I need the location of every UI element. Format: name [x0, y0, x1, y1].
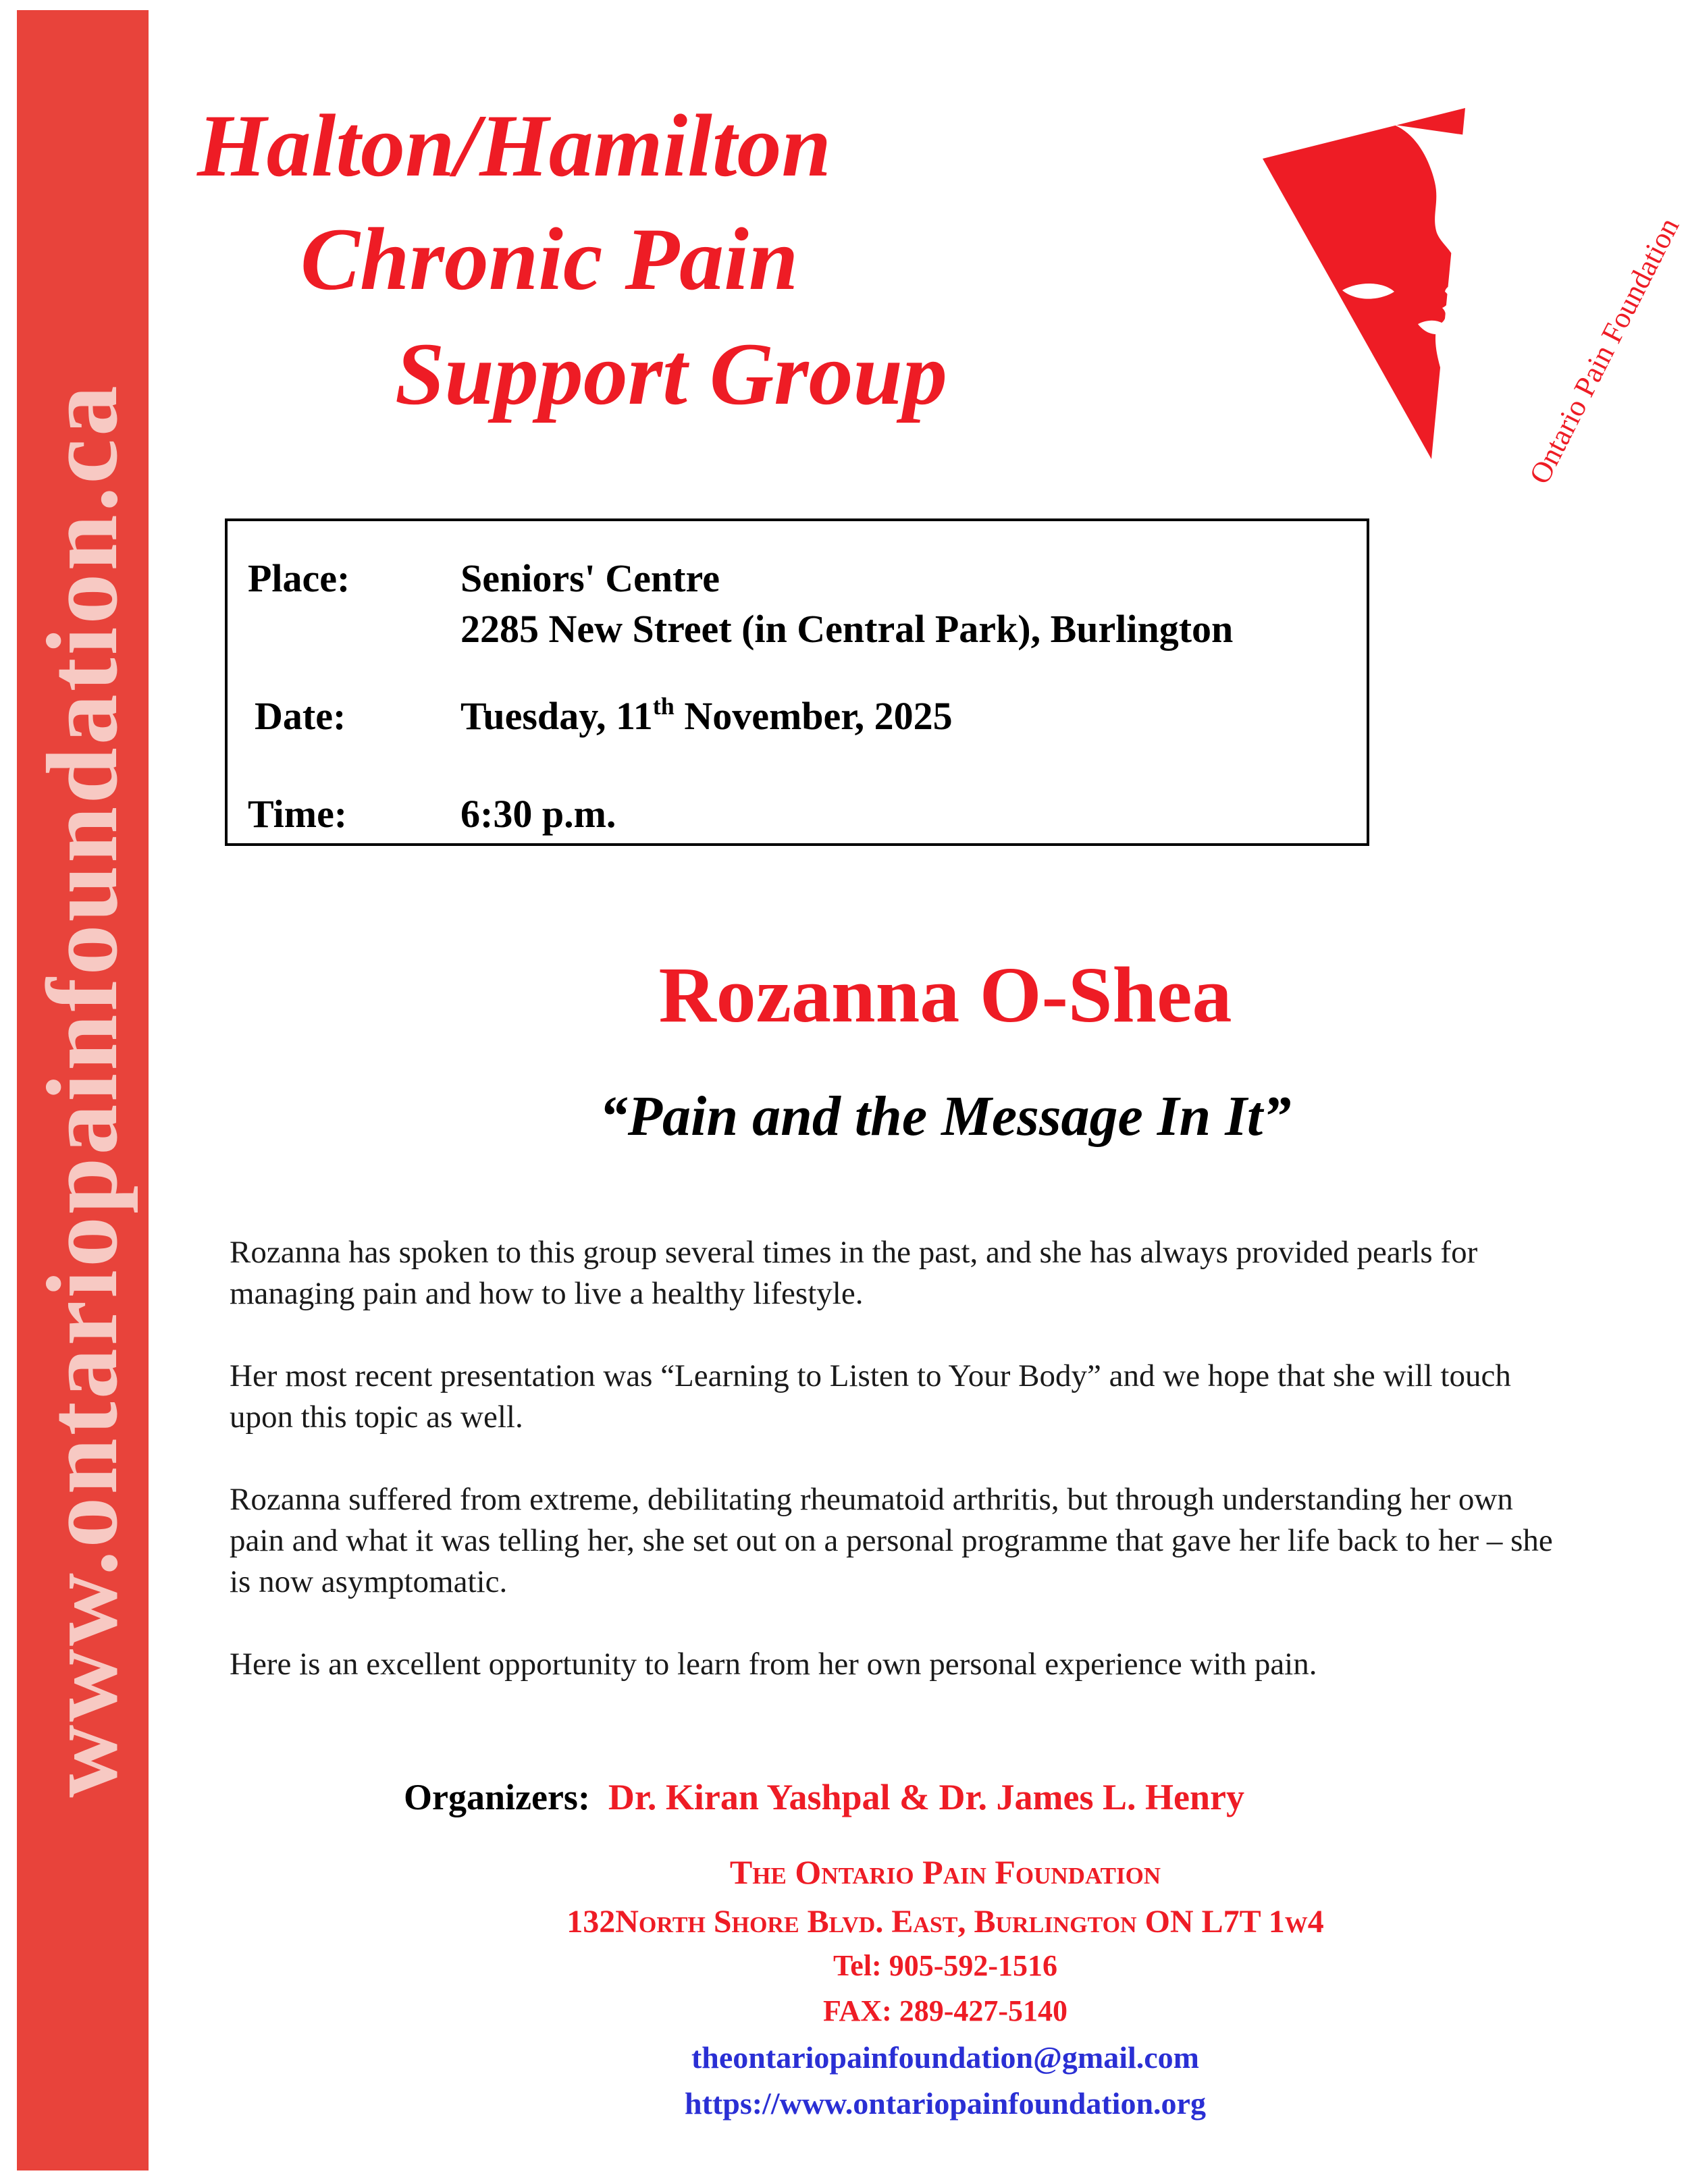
footer-email-link[interactable]: theontariopainfoundation@gmail.com [691, 2040, 1199, 2075]
place-label: Place: [248, 556, 350, 600]
logo-text: Ontario Pain Foundation [1523, 212, 1686, 489]
footer-fax: FAX: 289-427-5140 [822, 1994, 1068, 2027]
description-paragraph: Her most recent presentation was “Learning to Listen to Your Body” and we hope that she will touch upon this topic as well. [230, 1358, 1511, 1435]
mask-face-icon [1263, 108, 1686, 500]
date-suffix-ordinal: th [652, 693, 675, 720]
page-title-line-2: Chronic Pain [300, 209, 799, 309]
talk-title: “Pain and the Message In It” [599, 1085, 1292, 1148]
side-banner-url: www.ontariopainfoundation.ca [26, 383, 138, 1798]
ontario-pain-foundation-logo [1263, 108, 1686, 500]
speaker-name: Rozanna O-Shea [658, 951, 1232, 1039]
description-paragraph: Rozanna suffered from extreme, debilitating rheumatoid arthritis, but through understanding her own pain and what it was telling her, she set out on a personal programme that gave her life back to her – she is now asymptomatic. [230, 1482, 1553, 1599]
date-month-year: November, 2025 [674, 694, 953, 738]
page-title-line-3: Support Group [395, 324, 947, 423]
description-paragraph: Rozanna has spoken to this group several times in the past, and she has always provided pearls for managing pain and how to live a healthy lifestyle. [230, 1235, 1478, 1311]
event-description [230, 1232, 1566, 1726]
place-name: Seniors' Centre [460, 556, 720, 600]
place-address: 2285 New Street (in Central Park), Burlington [460, 607, 1234, 651]
time-label: Time: [248, 792, 348, 836]
footer-org-name: The Ontario Pain Foundation [729, 1853, 1161, 1891]
date-value [460, 693, 953, 738]
organizers-names: Dr. Kiran Yashpal & Dr. James L. Henry [608, 1777, 1244, 1817]
time-value: 6:30 p.m. [460, 792, 616, 836]
footer-address: 132North Shore Blvd. East, Burlington ON L7T 1w4 [566, 1904, 1324, 1940]
footer-website-link[interactable]: https://www.ontariopainfoundation.org [685, 2086, 1206, 2121]
organizers-label: Organizers [404, 1777, 578, 1817]
event-details-box [225, 518, 1369, 846]
date-label: Date: [255, 694, 346, 738]
date-prefix: Tuesday, 11 [460, 694, 653, 738]
page-title-line-1: Halton/Hamilton [197, 96, 831, 195]
footer-telephone: Tel: 905-592-1516 [833, 1949, 1058, 1982]
description-paragraph: Here is an excellent opportunity to learn from her own personal experience with pain. [230, 1647, 1317, 1682]
organizers-line [404, 1779, 1244, 1815]
organizers-colon: : [577, 1777, 608, 1817]
